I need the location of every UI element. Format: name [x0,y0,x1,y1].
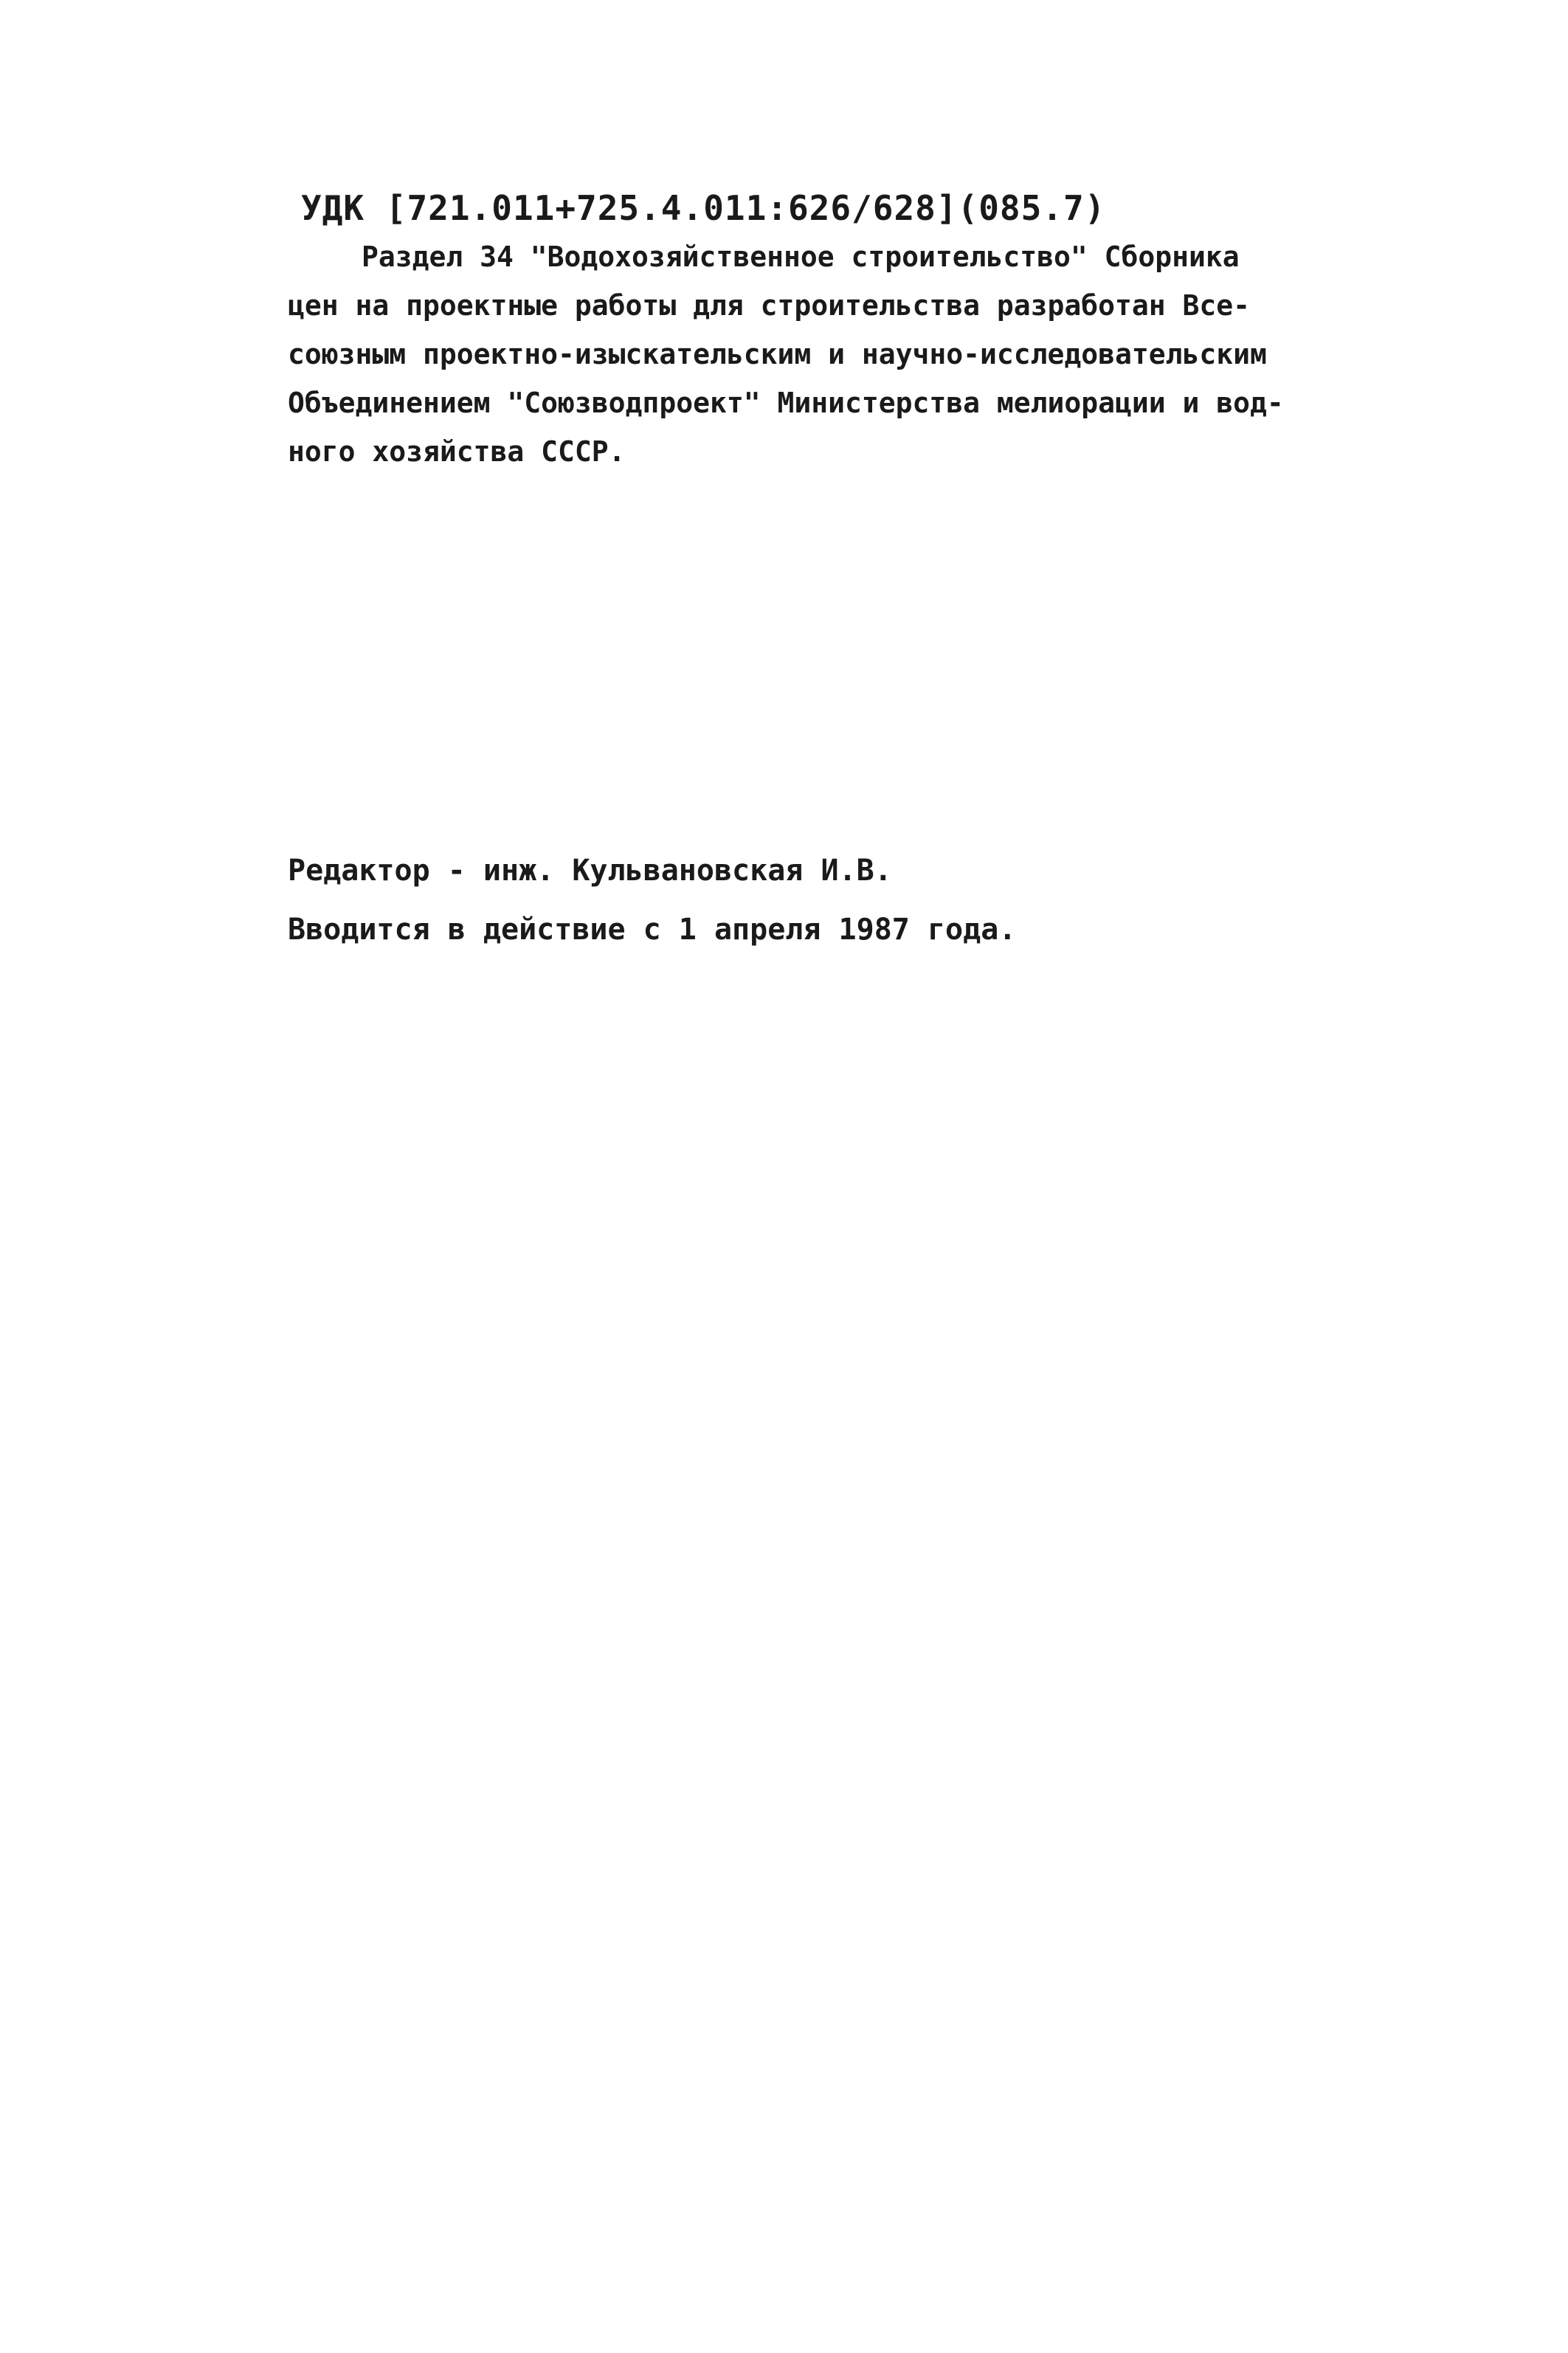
paragraph-line: союзным проектно-изыскательским и научно-исследовательским [288,338,1267,370]
section-description [288,232,1350,476]
effective-date: Вводится в действие с 1 апреля 1987 года. [288,913,1017,947]
udk-code: УДК [721.011+725.4.011:626/628](085.7) [301,188,1106,228]
paragraph-line: Объединением "Союзводпроект" Министерства мелиорации и вод- [288,387,1284,419]
editor-credit: Редактор - инж. Кульвановская И.В. [288,854,892,888]
paragraph-line: цен на проектные работы для строительства разработан Все- [288,289,1251,322]
paragraph-line: Раздел 34 "Водохозяйственное строительство" Сборника [362,241,1240,273]
paragraph-line: ного хозяйства СССР. [288,435,626,468]
